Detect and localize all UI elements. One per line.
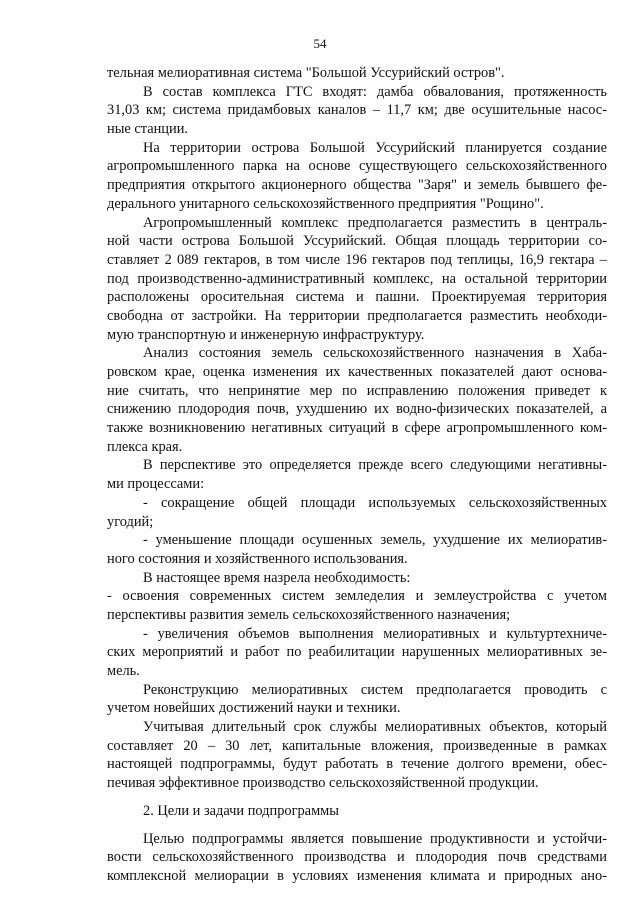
text-line: Учитывая длительный срок службы мелиоративных объектов, который bbox=[143, 719, 607, 736]
text-line: составляет 20 – 30 лет, капитальные вложения, произведенные в рамках bbox=[107, 737, 607, 754]
text-line: печивая эффективное производство сельскохозяйственной продукции. bbox=[107, 775, 539, 792]
text-line: свободна от застройки. На территории предполагается разместить необходи- bbox=[107, 307, 607, 324]
page-number: 54 bbox=[313, 36, 327, 51]
text-line: учетом новейших достижений науки и техники. bbox=[107, 700, 401, 717]
text-line: снижению плодородия почв, ухудшению их водно-физических показателей, а bbox=[107, 401, 607, 418]
text-line: Целью подпрограммы является повышение продуктивности и устойчи- bbox=[143, 830, 607, 847]
text-line: под производственно-административный комплекс, на остальной территории bbox=[107, 270, 607, 287]
text-line: - сокращение общей площади используемых сельскохозяйственных bbox=[143, 494, 607, 511]
text-line: ровском крае, оценка изменения их качественных показателей дают основа- bbox=[107, 364, 607, 380]
text-line: На территории острова Большой Уссурийский планируется создание bbox=[143, 139, 607, 156]
text-line: мую транспортную и инженерную инфраструктуру. bbox=[107, 326, 425, 343]
text-line: - уменьшение площади осушенных земель, ухудшение их мелиоратив- bbox=[143, 532, 607, 549]
text-line: перспективы развития земель сельскохозяйственного назначения; bbox=[107, 606, 511, 623]
text-line: также возникновению негативных ситуаций в сфере агропромышленного ком- bbox=[107, 420, 607, 437]
text-line: вости сельскохозяйственного производства и плодородия почв средствами bbox=[107, 849, 607, 866]
text-line: - увеличения объемов выполнения мелиоративных и культуртехниче- bbox=[143, 625, 607, 642]
text-line: расположены оросительная система и пашни. Проектируемая территория bbox=[107, 289, 607, 306]
text-line: Реконструкцию мелиоративных систем предполагается проводить с bbox=[143, 681, 607, 698]
text-line: настоящей подпрограммы, будут работать в течение долгого времени, обес- bbox=[107, 756, 607, 773]
text-line: В перспективе это определяется прежде всего следующими негативны- bbox=[143, 457, 607, 474]
text-line: ских мероприятий и работ по реабилитации нарушенных мелиоративных зе- bbox=[107, 644, 607, 661]
text-line: угодий; bbox=[107, 513, 154, 530]
section-heading: 2. Цели и задачи подпрограммы bbox=[143, 802, 339, 819]
text-line: В настоящее время назрела необходимость: bbox=[143, 569, 411, 586]
text-line: комплексной мелиорации в условиях изменения климата и природных ано- bbox=[107, 867, 607, 884]
text-line: тельная мелиоративная система "Большой Уссурийский остров". bbox=[107, 65, 505, 81]
text-line: мель. bbox=[107, 663, 140, 679]
text-line: - освоения современных систем земледелия и землеустройства с учетом bbox=[107, 588, 607, 605]
text-line: ставляет 2 089 гектаров, в том числе 196 гектаров под теплицы, 16,9 гектара – bbox=[107, 251, 607, 268]
text-line: ные станции. bbox=[107, 121, 188, 138]
text-line: 31,03 км; система придамбовых каналов – 11,7 км; две осушительные насос- bbox=[107, 102, 607, 119]
text-line: В состав комплекса ГТС входят: дамба обвалования, протяженность bbox=[143, 83, 607, 100]
text-line: ми процессами: bbox=[107, 476, 205, 493]
document-body bbox=[107, 64, 607, 886]
text-line: агропромышленного парка на основе существующего сельскохозяйственного bbox=[107, 158, 607, 175]
text-line: плекса края. bbox=[107, 438, 183, 455]
text-line: Агропромышленный комплекс предполагается разместить в централь- bbox=[143, 214, 607, 231]
text-line: предприятия открытого акционерного общества "Заря" и земель бывшего фе- bbox=[107, 177, 607, 194]
text-line: ного состояния и хозяйственного использования. bbox=[107, 550, 408, 567]
text-line: ной части острова Большой Уссурийский. Общая площадь территории со- bbox=[107, 233, 607, 250]
text-line: Анализ состояния земель сельскохозяйственного назначения в Хаба- bbox=[143, 345, 607, 362]
text-line: дерального унитарного сельскохозяйственного предприятия "Рощино". bbox=[107, 195, 544, 212]
text-line: ние считать, что непринятие мер по исправлению положения приведет к bbox=[107, 382, 607, 399]
